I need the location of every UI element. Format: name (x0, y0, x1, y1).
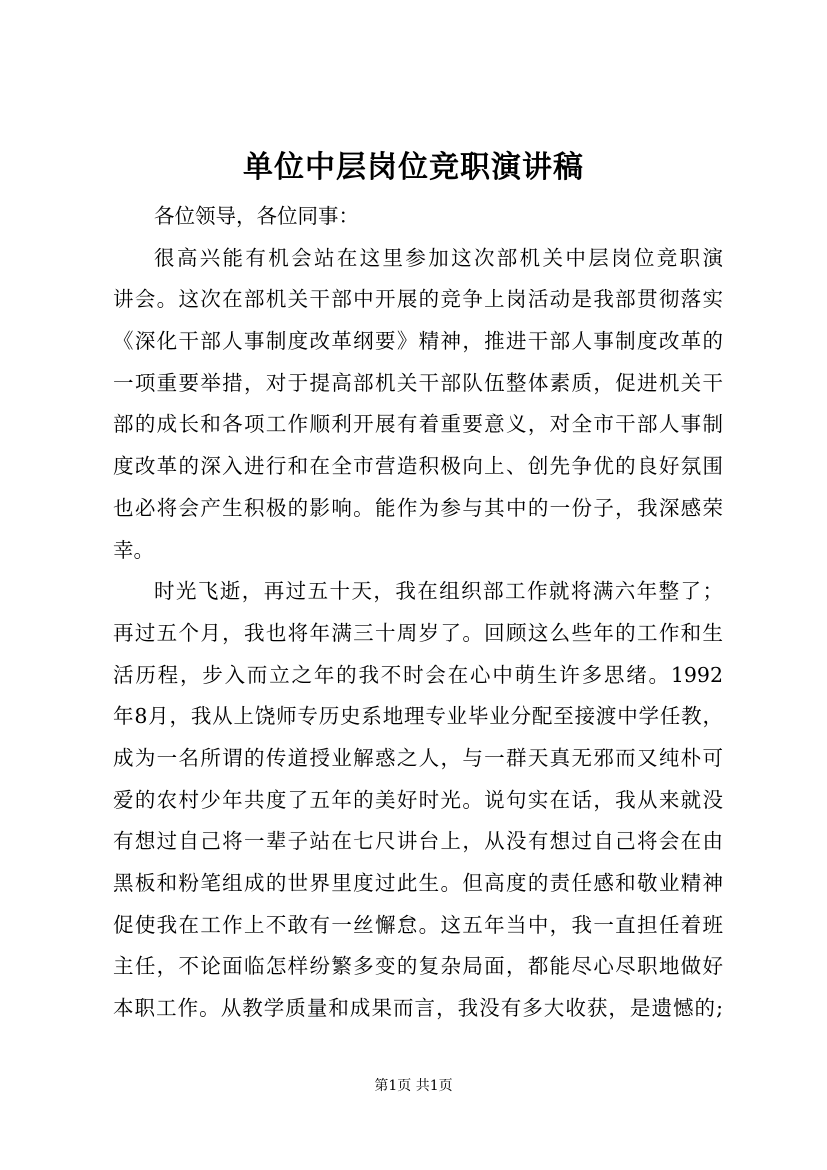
text-line: 主任，不论面临怎样纷繁多变的复杂局面，都能尽心尽职地做好 (113, 954, 723, 979)
text-line: 一项重要举措，对于提高部机关干部队伍整体素质，促进机关干 (113, 370, 723, 395)
text-line: 很高兴能有机会站在这里参加这次部机关中层岗位竞职演 (154, 245, 723, 270)
text-line: 度改革的深入进行和在全市营造积极向上、创先争优的良好氛围 (113, 454, 723, 479)
body-lines (113, 238, 723, 1030)
page-footer: 第1页 共1页 (374, 1078, 453, 1094)
text-line: 爱的农村少年共度了五年的美好时光。说句实在话，我从来就没 (113, 787, 723, 812)
text-line: 年8月，我从上饶师专历史系地理专业毕业分配至接渡中学任教， (113, 704, 723, 729)
text-line: 时光飞逝，再过五十天，我在组织部工作就将满六年整了； (154, 579, 723, 604)
text-line: 活历程，步入而立之年的我不时会在心中萌生许多思绪。1992 (113, 662, 723, 687)
text-line: 幸。 (113, 537, 154, 562)
text-line: 有想过自己将一辈子站在七尺讲台上，从没有想过自己将会在由 (113, 829, 723, 854)
text-line: 部的成长和各项工作顺利开展有着重要意义，对全市干部人事制 (113, 412, 723, 437)
text-line: 也必将会产生积极的影响。能作为参与其中的一份子，我深感荣 (113, 495, 723, 520)
text-line: 本职工作。从教学质量和成果而言，我没有多大收获，是遗憾的; (113, 996, 723, 1021)
text-line: 讲会。这次在部机关干部中开展的竞争上岗活动是我部贯彻落实 (113, 287, 723, 312)
document-body (113, 196, 723, 1030)
greeting-line: 各位领导，各位同事： (154, 204, 359, 228)
document-title: 单位中层岗位竞职演讲稿 (243, 150, 584, 185)
text-line: 黑板和粉笔组成的世界里度过此生。但高度的责任感和敬业精神 (113, 871, 723, 895)
text-line: 《深化干部人事制度改革纲要》精神，推进干部人事制度改革的 (113, 329, 723, 354)
text-line: 促使我在工作上不敢有一丝懈怠。这五年当中，我一直担任着班 (113, 912, 723, 937)
text-line: 成为一名所谓的传道授业解惑之人，与一群天真无邪而又纯朴可 (113, 745, 723, 770)
text-line: 再过五个月，我也将年满三十周岁了。回顾这么些年的工作和生 (113, 620, 723, 645)
